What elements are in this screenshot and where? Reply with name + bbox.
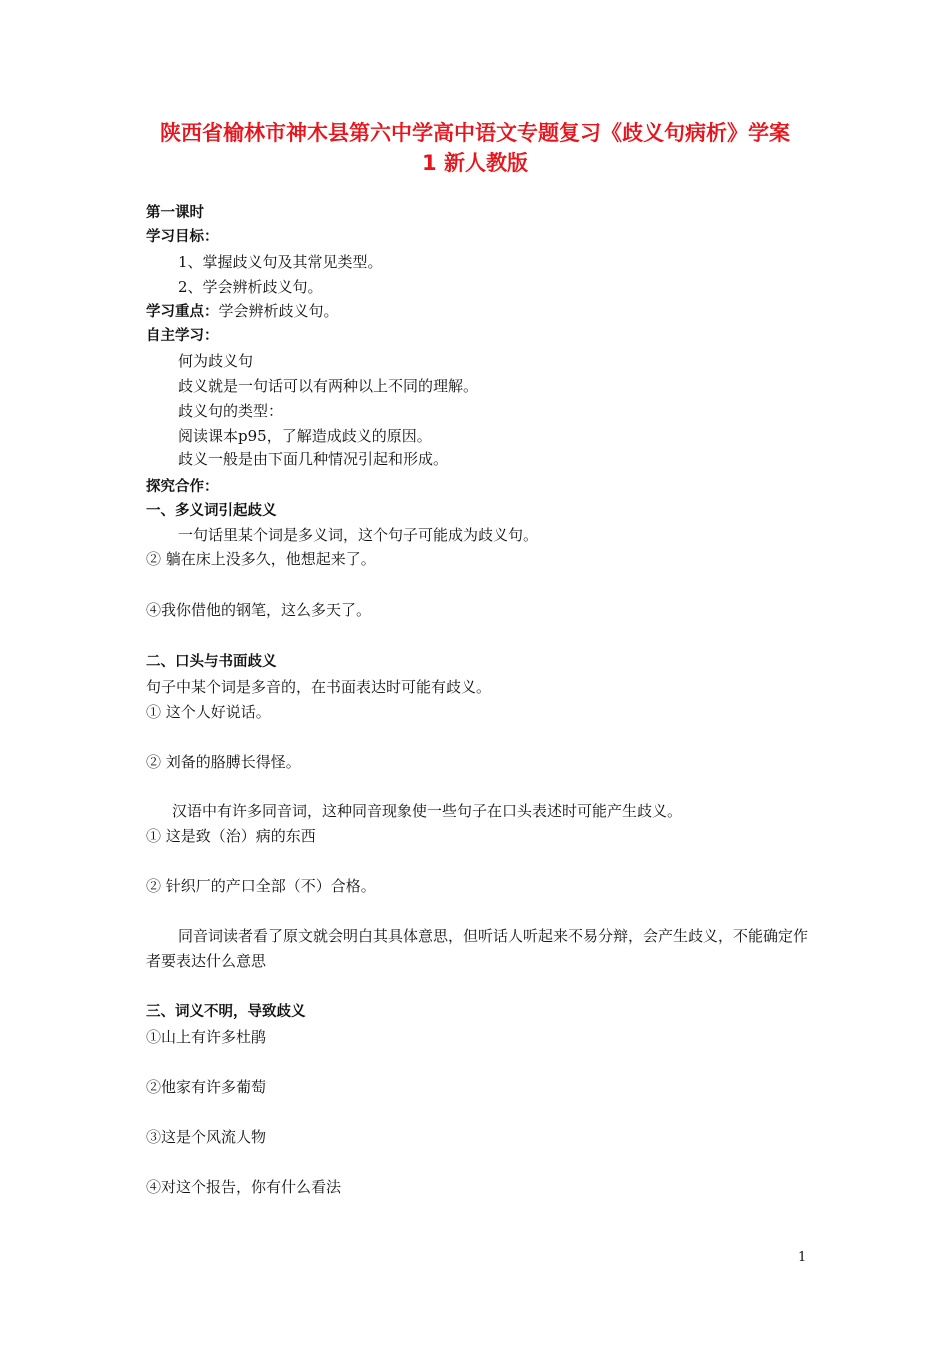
section1-heading: 一、多义词引起歧义 xyxy=(146,503,277,519)
key-point xyxy=(146,301,339,322)
example-item: ② 刘备的胳膊长得怪。 xyxy=(146,753,301,771)
document-title xyxy=(120,118,830,178)
page-number: 1 xyxy=(798,1250,807,1265)
example-item: ③这是个风流人物 xyxy=(146,1128,267,1146)
self-study-line: 何为歧义句 xyxy=(178,352,254,370)
example-item: ④我你借他的钢笔，这么多天了。 xyxy=(146,601,372,619)
example-item: ① 这个人好说话。 xyxy=(146,703,271,721)
example-item: ①山上有许多杜鹃 xyxy=(146,1028,267,1046)
objectives-label: 学习目标： xyxy=(146,229,219,245)
section2-intro2: 汉语中有许多同音词，这种同音现象使一些句子在口头表述时可能产生歧义。 xyxy=(172,802,683,820)
self-study-line: 阅读课本p95，了解造成歧义的原因。 xyxy=(178,427,432,445)
title-line-2: 1 新人教版 xyxy=(422,151,528,175)
section2-heading: 二、口头与书面歧义 xyxy=(146,654,277,670)
example-item: ② 针织厂的产口全部（不）合格。 xyxy=(146,877,376,895)
objective-item: 1、掌握歧义句及其常见类型。 xyxy=(178,253,383,271)
self-study-line: 歧义就是一句话可以有两种以上不同的理解。 xyxy=(178,377,479,395)
section2-intro: 句子中某个词是多音的，在书面表达时可能有歧义。 xyxy=(146,678,492,696)
example-item: ④对这个报告，你有什么看法 xyxy=(146,1178,342,1196)
key-point-text: 学会辨析歧义句。 xyxy=(218,302,339,320)
example-item: ②他家有许多葡萄 xyxy=(146,1078,267,1096)
section2-note: 同音词读者看了原文就会明白其具体意思，但听话人听起来不易分辩，会产生歧义，不能确定作者要表达什么意思 xyxy=(146,927,809,970)
section1-intro: 一句话里某个词是多义词，这个句子可能成为歧义句。 xyxy=(178,526,539,544)
self-study-line: 歧义一般是由下面几种情况引起和形成。 xyxy=(178,450,449,468)
self-study-label: 自主学习： xyxy=(146,328,219,344)
explore-label: 探究合作： xyxy=(146,479,219,495)
self-study-line: 歧义句的类型： xyxy=(178,402,284,420)
lesson-label: 第一课时 xyxy=(146,205,204,221)
section3-heading: 三、词义不明，导致歧义 xyxy=(146,1004,306,1020)
example-item: ① 这是致（治）病的东西 xyxy=(146,827,316,845)
title-line-1: 陕西省榆林市神木县第六中学高中语文专题复习《歧义句病析》学案 xyxy=(160,121,790,145)
example-item: ② 躺在床上没多久，他想起来了。 xyxy=(146,550,376,568)
objective-item: 2、学会辨析歧义句。 xyxy=(178,278,323,296)
key-point-label: 学习重点： xyxy=(146,304,219,320)
